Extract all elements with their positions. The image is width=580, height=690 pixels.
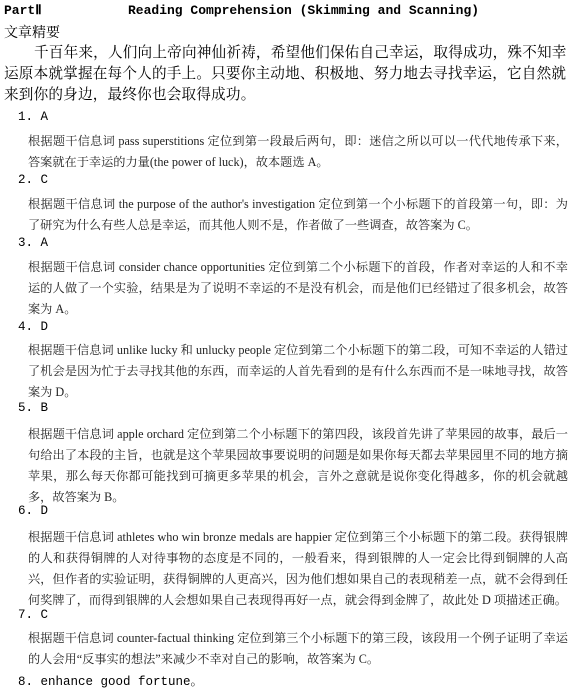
answer-label: 8. enhance good fortune。 xyxy=(18,675,204,689)
answer-explanation: 根据题干信息词 unlike lucky 和 unlucky people 定位到第二个小标题下的第二段，可知不幸运的人错过了机会是因为忙于去寻找其他的东西，而幸运的人首先看到的是有什么东西而不是一味地寻找，故答案为 D。 xyxy=(28,343,568,399)
answer-label: 5. B xyxy=(18,401,49,415)
summary-paragraph xyxy=(4,42,576,105)
answer-explanation: 根据题干信息词 counter-factual thinking 定位到第三个小标题下的第三段，该段用一个例子证明了幸运的人会用“反事实的想法”来减少不幸对自己的影响，故答案为 C。 xyxy=(28,631,568,666)
answer-explanation: 根据题干信息词 the purpose of the author's investigation 定位到第一个小标题下的首段第一句，即：为了研究为什么有些人总是幸运，而其他人则不是，作者做了一些调查，故答案为 C。 xyxy=(28,197,568,232)
summary-title: 文章精要 xyxy=(4,25,60,41)
answer-label: 7. C xyxy=(18,608,49,622)
answer-explanation: 根据题干信息词 pass superstitions 定位到第一段最后两句，即：迷信之所以可以一代代地传承下来，答案就在于幸运的力量(the power of luck)，故本题选 A。 xyxy=(28,134,568,169)
answer-label: 4. D xyxy=(18,320,49,334)
part-header xyxy=(4,3,576,18)
answer-label: 6. D xyxy=(18,504,49,518)
part-label: PartⅡ xyxy=(4,3,42,18)
answer-label: 2. C xyxy=(18,173,49,187)
answer-label: 1. A xyxy=(18,110,49,124)
section-heading: Reading Comprehension (Skimming and Scanning) xyxy=(128,3,480,18)
answer-explanation: 根据题干信息词 athletes who win bronze medals are happier 定位到第三个小标题下的第二段。获得银牌的人和获得铜牌的人对待事物的态度是不同的，一般看来，得到银牌的人一定会比得到铜牌的人高兴，但作者的实验证明，获得铜牌的人更高兴，因为他们想如果自己的表现稍差一点，就不会得到任何奖牌了，而得到银牌的人会想如果自己表现得再好一点，就会得到金牌了，故此处 D 项描述正确。 xyxy=(28,530,568,607)
answer-explanation: 根据题干信息词 apple orchard 定位到第二个小标题下的第四段，该段首先讲了苹果园的故事，最后一句给出了本段的主旨，也就是这个苹果园故事要说明的问题是如果你每天都去苹果园里不同的地方摘苹果，那么每天你都可能找到可摘更多苹果的机会，言外之意就是说你变化得越多，你的机会就越多，故答案为 B。 xyxy=(28,427,568,504)
answer-label: 3. A xyxy=(18,236,49,250)
summary-text: 千百年来，人们向上帝向神仙祈祷，希望他们保佑自己幸运，取得成功，殊不知幸运原本就掌握在每个人的手上。只要你主动地、积极地、努力地去寻找幸运，它自然就来到你的身边，最终你也会取得成功。 xyxy=(4,44,567,103)
answer-explanation: 根据题干信息词 consider chance opportunities 定位到第二个小标题下的首段，作者对幸运的人和不幸运的人做了一个实验，结果是为了说明不幸运的不是没有机会，而是他们已经错过了很多机会，故答案为 A。 xyxy=(28,260,568,316)
